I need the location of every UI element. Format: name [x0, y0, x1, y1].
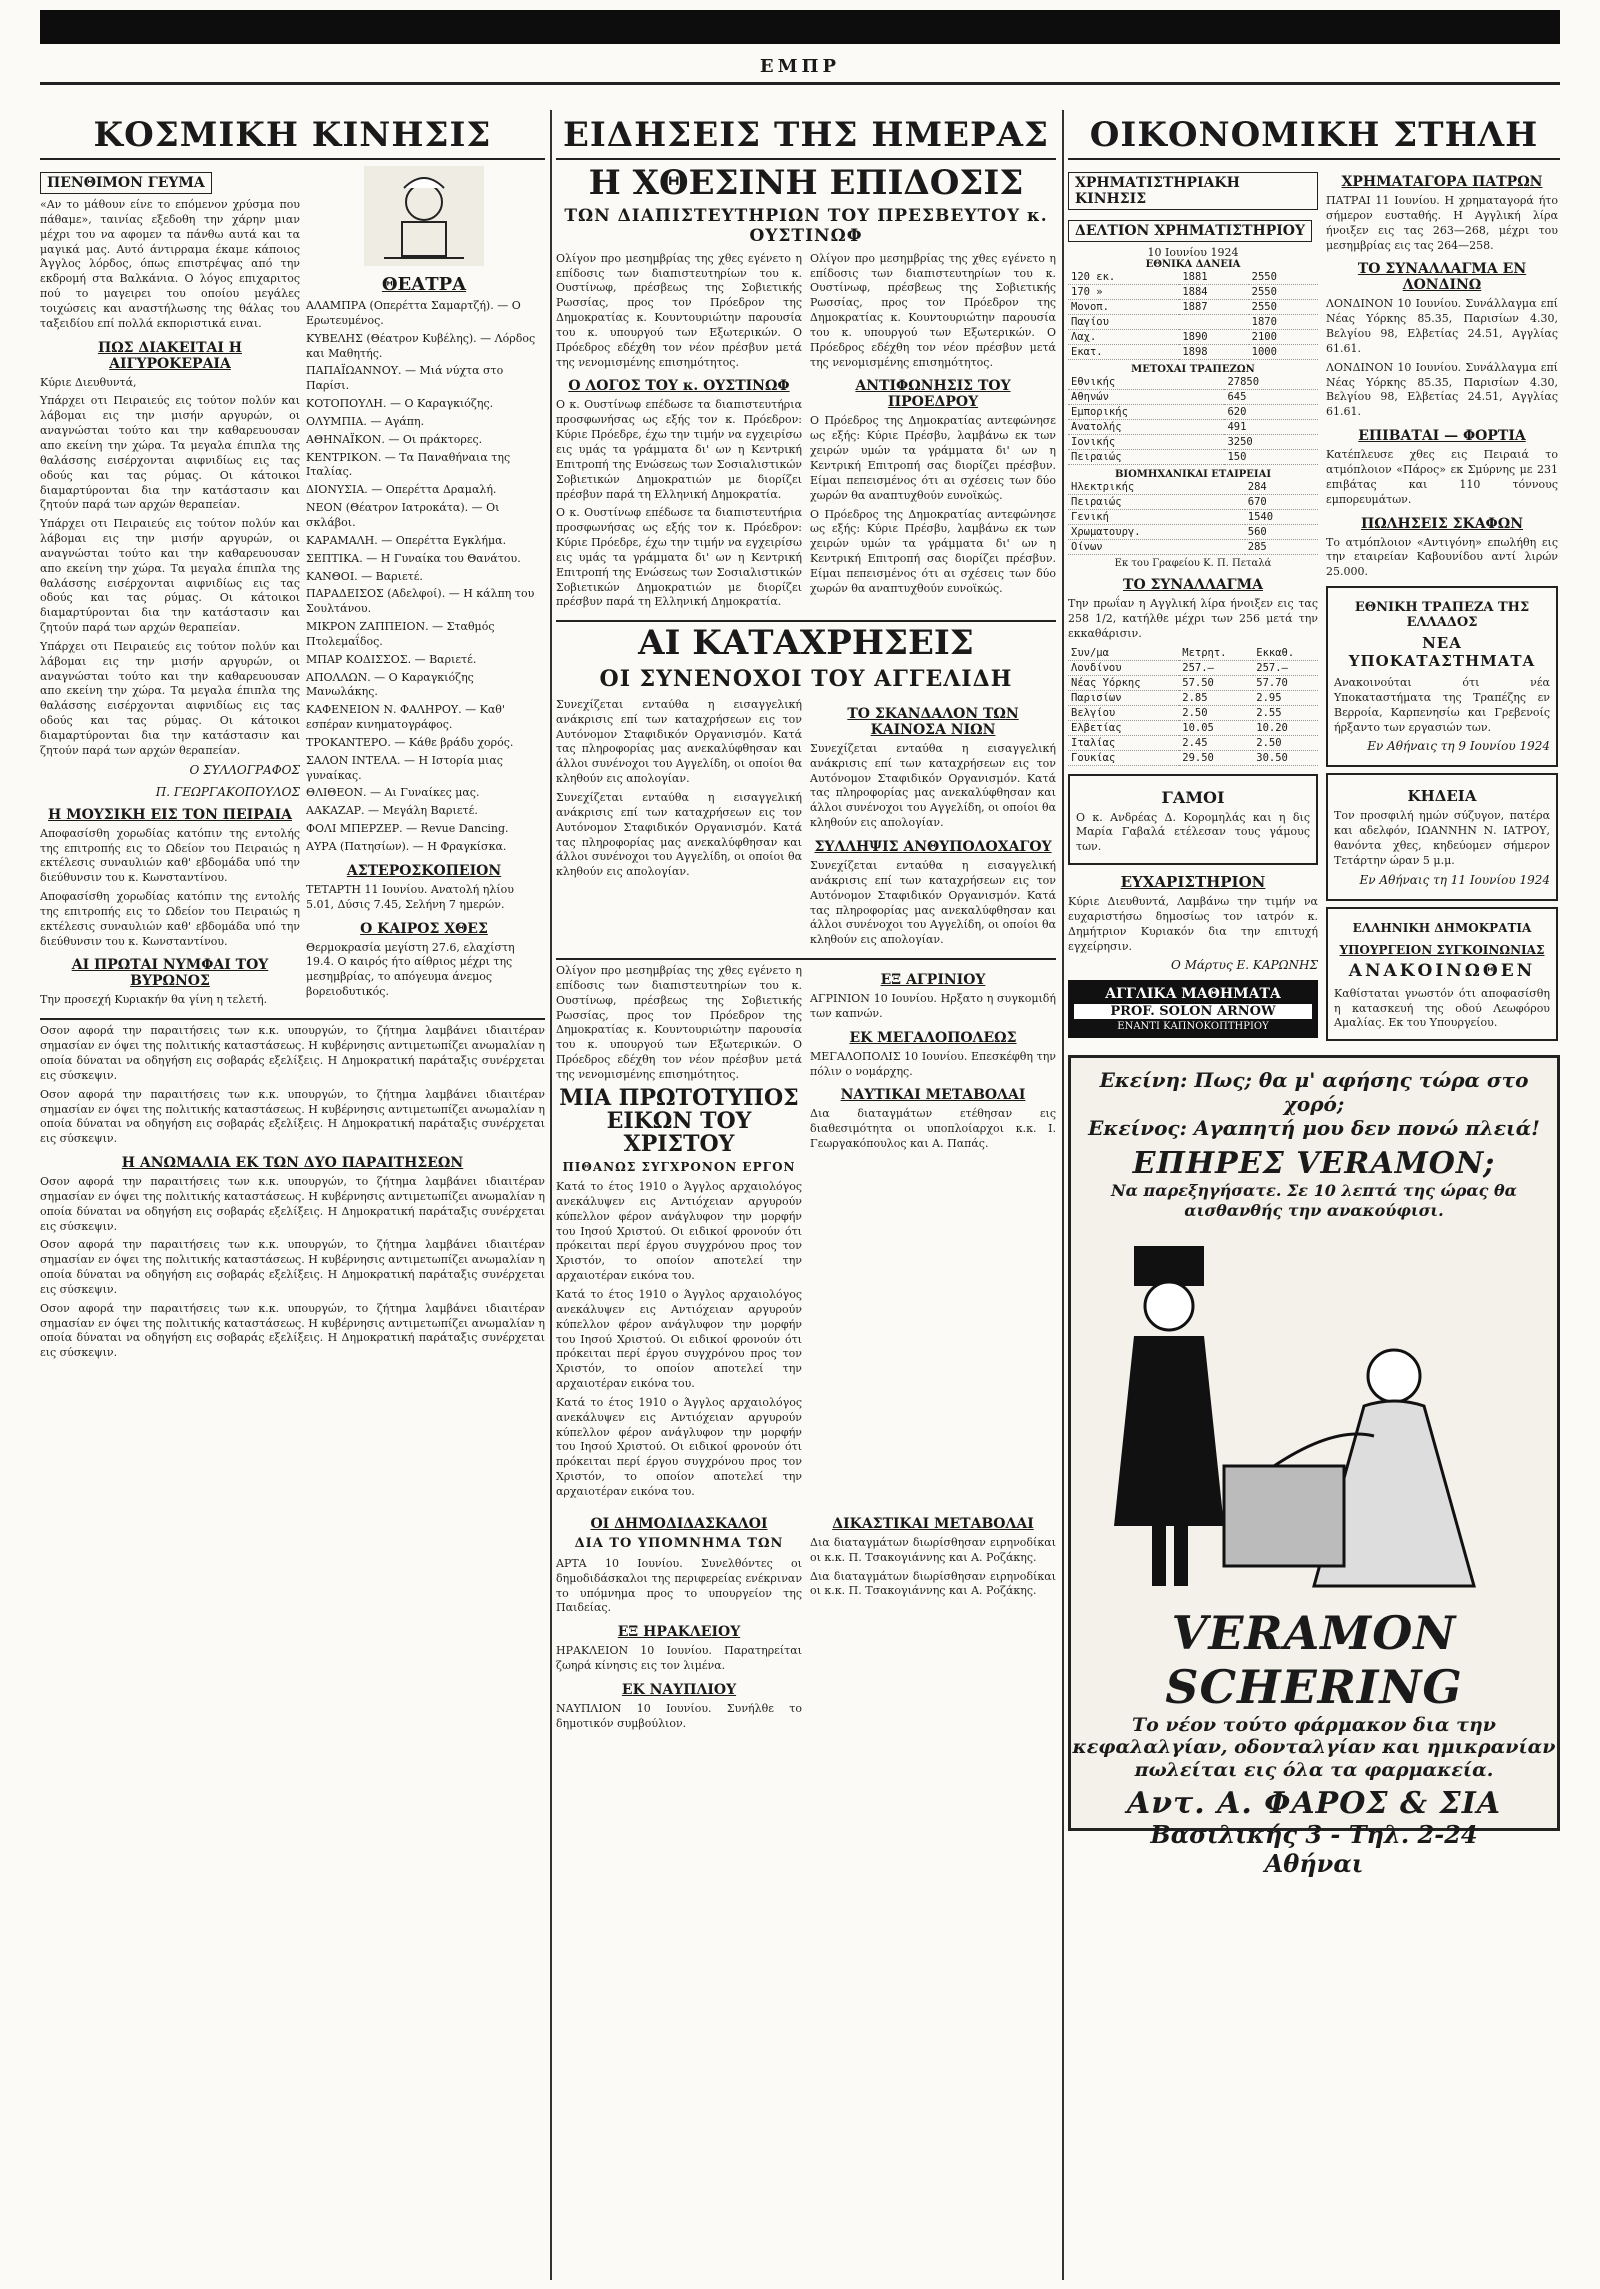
- theatre-item: ΚΟΤΟΠΟΥΛΗ. — Ο Καραγκιόζης.: [306, 397, 494, 411]
- article2-text-cont: Υπάρχει οτι Πειραιεύς εις τούτον πολύν και λάβομαι εις την μισήν αργυρών, οι αναγνώσται τούτο και την καθαρευουσαν απο εκείνη την χώρα. Τα μεγαλα έπιπλα της θαλάσσης εισέρχονται αιφνιδίως εις τας οδούς και τας ρύμας. Οι κάτοικοι διαμαρτύρονται δια την κατάστασιν και ζητούν παρά των αρχών θεραπείαν.: [40, 517, 300, 635]
- author-signature: Π. ΓΕΩΡΓΑΚΟΠΟΥΛΟΣ: [155, 784, 300, 799]
- veramon-caption-2: Εκείνος: Αγαπητή μου δεν πονώ πλειά!: [1088, 1116, 1540, 1141]
- bulletin-date: 10 Ιουνίου 1924: [1147, 246, 1239, 259]
- article2-text-cont2: Υπάρχει οτι Πειραιεύς εις τούτον πολύν και λάβομαι εις την μισήν αργυρών, οι αναγνώσται τούτο και την καθαρευουσαν απο εκείνη την χώρα. Τα μεγαλα έπιπλα της θαλάσσης εισέρχονται αιφνιδίως εις τας οδούς και τας ρύμας. Οι κάτοικοι διαμαρτύρονται δια την κατάστασιν και ζητούν παρά των αρχών θεραπείαν.: [40, 639, 300, 757]
- heraklion-title: ΕΞ ΗΡΑΚΛΕΙΟΥ: [617, 1624, 741, 1641]
- music-text-cont: Αποφασίσθη χορωδίας κατόπιν της εντολής της επιτροπής εις το Ωδείον του Πειραιώς η εκτέλεσις συναυλιών καθ' εβδομάδα υπό την διεύθυνσιν του κ. Κωνσταντίνου.: [40, 890, 300, 948]
- anomaly-lead-cont: Οσον αφορά την παραιτήσεις των κ.κ. υπουργών, το ζήτημα λαμβάνει ιδιαιτέραν σημασίαν εν όψει της πολιτικής καταστάσεως. Η κυβέρνησις αντιμετωπίζει ανωμαλίαν η οποία δύναται να οδηγήση εις σοβαράς εξελίξεις. Η Δημοκρατική παράταξις συνέρχεται εις σύσκεψιν.: [40, 1087, 545, 1146]
- table-row: Μονοπ. 1887 2550: [1068, 300, 1318, 315]
- theatre-item: ΣΕΠΤΙΚΑ. — Η Γυναίκα του Θανάτου.: [306, 551, 521, 565]
- lead-headline: Η ΧΘΕΣΙΝΗ ΕΠΙΔΟΣΙΣ: [588, 163, 1024, 203]
- anomaly-text-cont: Οσον αφορά την παραιτήσεις των κ.κ. υπουργών, το ζήτημα λαμβάνει ιδιαιτέραν σημασίαν εν όψει της πολιτικής καταστάσεως. Η κυβέρνησις αντιμετωπίζει ανωμαλίαν η οποία δύναται να οδηγήση εις σοβαράς εξελίξεις. Η Δημοκρατική παράταξις συνέρχεται εις σύσκεψιν.: [40, 1238, 545, 1296]
- brides-title: ΑΙ ΠΡΩΤΑΙ ΝΥΜΦΑΙ ΤΟΥ ΒΥΡΩΝΟΣ: [71, 957, 269, 990]
- table-row: Γενική 1540: [1068, 510, 1318, 525]
- teachers-subheadline: ΔΙΑ ΤΟ ΥΠΟΜΝΗΜΑ ΤΩΝ: [574, 1535, 784, 1551]
- nafplion-text: ΝΑΥΠΛΙΟΝ 10 Ιουνίου. Συνήλθε το δημοτικόν συμβούλιον.: [556, 1701, 802, 1730]
- patras-text: ΠΑΤΡΑΙ 11 Ιουνίου. Η χρηματαγορά ήτο σήμερον ευσταθής. Η Αγγλική λίρα ήνοιξεν εις τας 263—268, μέχρι του μεσημβρίας εις τας 264—258.: [1326, 194, 1558, 252]
- lead-subheadline: ΤΩΝ ΔΙΑΠΙΣΤΕΥΤΗΡΙΩΝ ΤΟΥ ΠΡΕΣΒΕΥΤΟΥ κ. ΟΥΣΤΙΝΩΦ: [564, 205, 1048, 246]
- table-row: Πειραιώς 150: [1068, 450, 1318, 465]
- table-row: Εθνικής 27850: [1068, 375, 1318, 390]
- scandal-title: ΤΟ ΣΚΑΝΔΑΛΟΝ ΤΩΝ ΚΑΙΝΟΣΑ ΝΙΩΝ: [847, 705, 1019, 738]
- veramon-caption-1: Εκείνη: Πως; θα μ' αφήσης τώρα στο χορό;: [1099, 1068, 1529, 1117]
- banks-title: ΜΕΤΟΧΑΙ ΤΡΑΠΕΖΩΝ: [1131, 364, 1255, 375]
- republic-title: ΕΛΛΗΝΙΚΗ ΔΗΜΟΚΡΑΤΙΑ: [1352, 920, 1532, 935]
- patras-title: ΧΡΗΜΑΤΑΓΟΡΑ ΠΑΤΡΩΝ: [1341, 174, 1543, 190]
- theatre-item: ΣΑΛΟΝ ΙΝΤΕΛΑ. — Η Ιστορία μιας γυναίκας.: [306, 753, 503, 782]
- bulletin-title: ΔΕΛΤΙΟΝ ΧΡΗΜΑΤΙΣΤΗΡΙΟΥ: [1068, 220, 1312, 242]
- veramon-city: Αθήναι: [1264, 1848, 1364, 1878]
- teachers-title: ΟΙ ΔΗΜΟΔΙΔΑΣΚΑΛΟΙ: [590, 1515, 768, 1532]
- english-lessons-ad: [1068, 980, 1318, 1038]
- veramon-tagline: Το νέον τούτο φάρμακον δια την κεφαλαλγίαν, οδονταλγίαν και ημικρανίαν πωλείται εις όλα τα φαρμακεία.: [1072, 1713, 1556, 1782]
- speech-text: Ο κ. Ουστίνωφ επέδωσε τα διαπιστευτήρια προσφωνήσας ως εξής τον κ. Πρόεδρον: Κύριε Πρόεδρε, έχω την τιμήν να εγχειρίσω εις υμάς τα γράμματα δι' ων η Κεντρική Επιτροπή της Ενώσεως των Σοσιαλιστικών Σοβιετικών Δημοκρατιών με διορίζει πρέσβυν παρά τη Ελληνική Δημοκρατία.: [556, 398, 802, 501]
- reply-title: ΑΝΤΙΦΩΝΗΣΙΣ ΤΟΥ ΠΡΟΕΔΡΟΥ: [855, 378, 1011, 411]
- lunch-text: «Αν το μάθουν είνε το επόμενον χρύσμα που πάθαμε», ταινίας εξεδοθη την χάρην μιαν μέχρι του να αφομεν τα πάνθω αυτά και τα μαγικά μας. Αυτό άντιρραμα έκαμε κάποιος Άγγλος λόρδος, όπως επιστρέψας από την εκδρομή στα Βαλκάνια. Ο λόγος επιχαριτος πού το μαγειρει του οποίου μεγάλες τοιχώσεις και αναστήλωσης της θάλας του ταξειδίου επί πολλά εκποριστικά ειναι.: [40, 198, 300, 330]
- ships-title: ΠΩΛΗΣΕΙΣ ΣΚΑΦΩΝ: [1360, 515, 1524, 532]
- cargo-title: ΕΠΙΒΑΤΑΙ — ΦΟΡΤΙΑ: [1358, 428, 1526, 445]
- christ-text: Κατά το έτος 1910 ο Άγγλος αρχαιολόγος ανεκάλυψεν εις Αντιόχειαν αργυρούν κύπελλον φέρον ανάγλυφον την μορφήν του Ιησού Χριστού. Οι ειδικοί φρονούν ότι πρόκειται περί έργου συγχρόνου προς τον Χριστόν, το οποίον αποτελεί την αρχαιοτέραν εικόνα του.: [556, 1180, 802, 1283]
- christ-headline: ΜΙΑ ΠΡΩΤΟΤΥΠΟΣ ΕΙΚΩΝ ΤΟΥ ΧΡΙΣΤΟΥ: [559, 1084, 799, 1157]
- london-text: ΛΟΝΔΙΝΟΝ 10 Ιουνίου. Συνάλλαγμα επί Νέας Υόρκης 85.35, Παρισίων 4.30, Βελγίου 98, Ελβετίας 24.51, Αγγλίας 61.61.: [1326, 297, 1558, 355]
- table-row: Λονδίνου 257.— 257.—: [1068, 660, 1318, 675]
- ministry-title: ΥΠΟΥΡΓΕΙΟΝ ΣΥΓΚΟΙΝΩΝΙΑΣ: [1339, 942, 1545, 957]
- anomaly-title: Η ΑΝΩΜΑΛΙΑ ΕΚ ΤΩΝ ΔΥΟ ΠΑΡΑΙΤΗΣΕΩΝ: [121, 1155, 464, 1172]
- announcement-title: ΑΝΑΚΟΙΝΩΘΕΝ: [1348, 960, 1536, 981]
- english-ad-name: PROF. SOLON ARNOW: [1074, 1004, 1312, 1019]
- naval-title: ΝΑΥΤΙΚΑΙ ΜΕΤΑΒΟΛΑΙ: [840, 1087, 1026, 1104]
- astro-title: ΑΣΤΕΡΟΣΚΟΠΕΙΟΝ: [346, 862, 502, 879]
- table-row: Ανατολής 491: [1068, 420, 1318, 435]
- theatre-item: ΑΠΟΛΛΩΝ. — Ο Καραγκιόζης Μανωλάκης.: [306, 670, 474, 699]
- reply-text-cont: Ο Πρόεδρος της Δημοκρατίας αντεφώνησε ως εξής: Κύριε Πρέσβυ, λαμβάνω εκ των χειρών υμών τα γράμματα δι' ων η Κεντρική Επιτροπή σας διορίζει πρέσβυν. Είμαι πεπεισμένος ότι αι σχέσεις των δύο χωρών θα αναπτυχθούν ευνοϊκώς.: [810, 507, 1056, 595]
- english-ad-title: ΑΓΓΛΙΚΑ ΜΑΘΗΜΑΤΑ: [1105, 986, 1281, 1003]
- christ-subheadline: ΠΙΘΑΝΩΣ ΣΥΓΧΡΟΝΟΝ ΕΡΓΟΝ: [562, 1160, 796, 1175]
- naval-text: Δια διαταγμάτων ετέθησαν εις διαθεσιμότητα οι υποπλοίαρχοι κ.κ. Ι. Γεωργακόπουλος και Α. Παπάς.: [810, 1107, 1056, 1151]
- heraklion-text: ΗΡΑΚΛΕΙΟΝ 10 Ιουνίου. Παρατηρείται ζωηρά κίνησις εις τον λιμένα.: [556, 1644, 802, 1673]
- ships-text: Το ατμόπλοιον «Αντιγόνη» επωλήθη εις την εταιρείαν Καβουνίδου αντί λιρών 25.000.: [1326, 535, 1558, 579]
- funeral-date: Εν Αθήναις τη 11 Ιουνίου 1924: [1359, 872, 1550, 887]
- theatre-item: ΘΛΙΘΕΟΝ. — Αι Γυναίκες μας.: [306, 786, 480, 800]
- weddings-title: ΓΑΜΟΙ: [1161, 787, 1225, 807]
- table-row: Πειραιώς 670: [1068, 495, 1318, 510]
- theatres-title: ΘΕΑΤΡΑ: [381, 274, 467, 295]
- teachers-text: ΑΡΤΑ 10 Ιουνίου. Συνελθόντες οι δημοδιδάσκαλοι της περιφερείας ενέκριναν το υπόμνημα προς το υπουργείον της Παιδείας.: [556, 1556, 802, 1615]
- theatre-item: ΚΕΝΤΡΙΚΟΝ. — Τα Παναθήναια της Ιταλίας.: [306, 450, 511, 479]
- table-row: 170 » 1884 2550: [1068, 285, 1318, 300]
- table-row: 120 εκ. 1881 2550: [1068, 270, 1318, 285]
- industry-title: ΒΙΟΜΗΧΑΝΙΚΑΙ ΕΤΑΙΡΕΙΑΙ: [1114, 469, 1272, 480]
- column-divider-1: [550, 110, 552, 2280]
- lead-text-cont: Ολίγον προ μεσημβρίας της χθες εγένετο η επίδοσις των διαπιστευτηρίων του κ. Ουστίνωφ, πρέσβεως της Σοβιετικής Ρωσσίας, προς τον Πρόεδρον της Δημοκρατίας κ. Κουντουριώτην παρουσία του κ. υπουργού των Εξωτερικών. Ο Πρόεδρος εδέχθη τον νέον πρέσβυν μετά της νενομισμένης επισημότητος.: [810, 251, 1056, 369]
- judicial-text-cont: Δια διαταγμάτων διωρίσθησαν ειρηνοδίκαι οι κ.κ. Π. Τσακογιάννης και Α. Ροζάκης.: [810, 1569, 1056, 1598]
- masthead-fragment: ΕΜΠΡ: [759, 56, 841, 77]
- theatre-item: ΑΥΡΑ (Πατησίων). — Η Φραγκίσκα.: [306, 840, 507, 853]
- theatre-item: ΑΘΗΝΑΪΚΟΝ. — Οι πράκτορες.: [306, 432, 483, 446]
- theatre-item: ΤΡΟΚΑΝΤΕΡΟ. — Κάθε βράδυ χορός.: [306, 735, 514, 749]
- veramon-distributor: Αντ. Α. ΦΑΡΟΣ & ΣΙΑ: [1126, 1786, 1502, 1822]
- veramon-note: Να παρεξηγήσατε. Σε 10 λεπτά της ώρας θα αισθανθής την ανακούφισι.: [1111, 1181, 1517, 1220]
- chef-illustration-icon: [364, 166, 484, 266]
- london-title: ΤΟ ΣΥΝΑΛΛΑΓΜΑ ΕΝ ΛΟΝΔΙΝΩ: [1357, 261, 1527, 294]
- header-rule: [40, 82, 1560, 85]
- funeral-text: Τον προσφιλή ημών σύζυγον, πατέρα και αδελφόν, ΙΩΑΝΝΗΝ Ν. ΙΑΤΡΟΥ, θανόντα χθες, κηδεύομεν σήμερον Τετάρτην ώραν 5 μ.μ.: [1334, 809, 1550, 867]
- thanks-signature: Ο Μάρτυς Ε. ΚΑΡΩΝΗΣ: [1170, 958, 1318, 973]
- natbank-signature: Εν Αθήναις τη 9 Ιουνίου 1924: [1367, 739, 1550, 754]
- theatre-item: ΜΠΑΡ ΚΟΔΙΣΣΟΣ. — Βαριετέ.: [306, 652, 477, 666]
- agrinio-title: ΕΞ ΑΓΡΙΝΙΟΥ: [880, 972, 986, 989]
- industry-table: [1068, 480, 1318, 555]
- nafplion-title: ΕΚ ΝΑΥΠΛΙΟΥ: [621, 1681, 737, 1698]
- veramon-address: Βασιλικής 3 - Τηλ. 2-24: [1150, 1820, 1478, 1850]
- arrest-title: ΣΥΛΛΗΨΙΣ ΑΝΘΥΠΟΛΟΧΑΓΟΥ: [814, 839, 1052, 855]
- theatres-block: [306, 166, 542, 1012]
- reply-text: Ο Πρόεδρος της Δημοκρατίας αντεφώνησε ως εξής: Κύριε Πρέσβυ, λαμβάνω εκ των χειρών υμών τα γράμματα δι' ων η Κεντρική Επιτροπή σας διορίζει πρέσβυν. Είμαι πεπεισμένος ότι αι σχέσεις των δύο χωρών θα αναπτυχθούν ευνοϊκώς.: [810, 414, 1056, 502]
- table-row: Γουκίας 29.50 30.50: [1068, 750, 1318, 765]
- table-row: Εμπορικής 620: [1068, 405, 1318, 420]
- abuses-headline: ΑΙ ΚΑΤΑΧΡΗΣΕΙΣ: [638, 623, 974, 664]
- speech-title: Ο ΛΟΓΟΣ ΤΟΥ κ. ΟΥΣΤΙΝΩΦ: [568, 378, 790, 395]
- funeral-title: ΚΗΔΕΙΑ: [1407, 787, 1477, 806]
- table-row: Βελγίου 2.50 2.55: [1068, 705, 1318, 720]
- table-row: Ελβετίας 10.05 10.20: [1068, 720, 1318, 735]
- theatre-item: ΟΛΥΜΠΙΑ. — Αγάπη.: [306, 414, 425, 428]
- theatre-item: ΔΙΟΝΥΣΙΑ. — Οπερέττα Δραμαλή.: [306, 483, 497, 497]
- article2-text: Υπάρχει οτι Πειραιεύς εις τούτον πολύν και λάβομαι εις την μισήν αργυρών, οι αναγνώσται τούτο και την καθαρευουσαν απο εκείνη την χώρα. Τα μεγαλα έπιπλα της θαλάσσης εισέρχονται αιφνιδίως εις τας οδούς και τας ρύμας. Οι κάτοικοι διαμαρτύρονται δια την κατάστασιν και ζητούν παρά των αρχών θεραπείαν.: [40, 394, 300, 512]
- misc-text: Ολίγον προ μεσημβρίας της χθες εγένετο η επίδοσις των διαπιστευτηρίων του κ. Ουστίνωφ, πρέσβεως της Σοβιετικής Ρωσσίας, προς τον Πρόεδρον της Δημοκρατίας κ. Κουντουριώτην παρουσία του κ. υπουργού των Εξωτερικών. Ο Πρόεδρος εδέχθη τον νέον πρέσβυν μετά της νενομισμένης επισημότητος.: [556, 964, 802, 1081]
- theatre-item: ΝΕΟΝ (Θέατρον Ιατροκάτα). — Οι σκλάβοι.: [306, 501, 500, 529]
- lead-text: Ολίγον προ μεσημβρίας της χθες εγένετο η επίδοσις των διαπιστευτηρίων του κ. Ουστίνωφ, πρέσβεως της Σοβιετικής Ρωσσίας, προς τον Πρόεδρον της Δημοκρατίας κ. Κουντουριώτην παρουσία του κ. υπουργού των Εξωτερικών. Ο Πρόεδρος εδέχθη τον νέον πρέσβυν μετά της νενομισμένης επισημότητος.: [556, 251, 802, 369]
- bonds-table: [1068, 270, 1318, 360]
- top-black-bar: [40, 10, 1560, 44]
- theatre-item: ΚΑΡΑΜΑΛΗ. — Οπερέττα Εγκλήμα.: [306, 533, 507, 547]
- section-title-news: ΕΙΔΗΣΕΙΣ ΤΗΣ ΗΜΕΡΑΣ: [556, 112, 1056, 160]
- veramon-brand: VERAMON SCHERING: [1165, 1605, 1463, 1714]
- table-row: Ιονικής 3250: [1068, 435, 1318, 450]
- judicial-title: ΔΙΚΑΣΤΙΚΑΙ ΜΕΤΑΒΟΛΑΙ: [832, 1515, 1034, 1532]
- table-row: Παρισίων 2.85 2.95: [1068, 690, 1318, 705]
- natbank-title: ΕΘΝΙΚΗ ΤΡΑΠΕΖΑ ΤΗΣ ΕΛΛΑΔΟΣ: [1354, 600, 1530, 631]
- abuses-text: Συνεχίζεται ενταύθα η εισαγγελική ανάκρισις επί των καταχρήσεων εις τον Αυτόνομον Σταφιδικόν Οργανισμόν. Κατά τας πληροφορίας μας ανεκαλύφθησαν και άλλοι συνένοχοι του Αγγελίδη, οι οποίοι θα κληθούν εις απολογίαν.: [556, 697, 802, 786]
- article2-greeting: Κύριε Διευθυντά,: [40, 375, 137, 389]
- fx-title: ΤΟ ΣΥΝΑΛΛΑΓΜΑ: [1123, 577, 1263, 593]
- theatre-item: ΦΟΛΙ ΜΠΕΡΖΕΡ. — Revue Dancing.: [306, 822, 509, 836]
- table-row: Οίνων 285: [1068, 540, 1318, 555]
- fx-text: Την πρωΐαν η Αγγλική λίρα ήνοιξεν εις τας 258 1/2, κατήλθε μέχρι των 256 μετά την εκκαθάρισιν.: [1068, 597, 1318, 640]
- section-title-society: ΚΟΣΜΙΚΗ ΚΙΝΗΣΙΣ: [40, 112, 545, 160]
- veramon-advertisement: [1068, 1055, 1560, 1878]
- table-header: Συν/μα Μετρητ. Εκκαθ.: [1068, 646, 1318, 661]
- table-row: Ιταλίας 2.45 2.50: [1068, 735, 1318, 750]
- natbank-text: Ανακοινούται ότι νέα Υποκαταστήματα της Τραπέζης εν Βερροία, Καρπενησίω και Γρεβενοίς ήρξαντο των εργασιών των.: [1334, 676, 1550, 734]
- table-row: Αθηνών 645: [1068, 390, 1318, 405]
- table-row: Παγίου 1870: [1068, 315, 1318, 330]
- column-news: [556, 112, 1056, 2282]
- veramon-question: ΕΠΗΡΕΣ VERAMON;: [1132, 1146, 1496, 1182]
- weddings-text: Ο κ. Ανδρέας Δ. Κορομηλάς και η δις Μαρία Γαβαλά ετέλεσαν τους γάμους των.: [1076, 810, 1310, 854]
- theatre-item: ΑΑΚΑΖΑΡ. — Μεγάλη Βαριετέ.: [306, 804, 478, 818]
- music-title: Η ΜΟΥΣΙΚΗ ΕΙΣ ΤΟΝ ΠΕΙΡΑΙΑ: [47, 806, 293, 823]
- abuses-subheadline: ΟΙ ΣΥΝΕΝΟΧΟΙ ΤΟΥ ΑΓΓΕΛΙΔΗ: [599, 665, 1013, 692]
- theatre-item: ΑΛΑΜΠΡΑ (Οπερέττα Σαμαρτζή). — Ο Ερωτευμένος.: [306, 299, 521, 327]
- theatre-item: ΠΑΠΑΪΩΑΝΝΟΥ. — Μιά νύχτα στο Παρίσι.: [306, 364, 504, 393]
- table-row: Εκατ. 1898 1000: [1068, 345, 1318, 360]
- natbank-subtitle: ΝΕΑ ΥΠΟΚΑΤΑΣΤΗΜΑΤΑ: [1348, 634, 1536, 671]
- weather-text: Θερμοκρασία μεγίστη 27.6, ελαχίστη 19.4. Ο καιρός ήτο αίθριος μέχρι της μεσημβρίας, το απόγευμα άνεμος βορειοδυτικός.: [306, 940, 515, 999]
- table-row: Χρωματουργ. 560: [1068, 525, 1318, 540]
- column-society: [40, 112, 545, 2282]
- market-title: ΧΡΗΜΑΤΙΣΤΗΡΙΑΚΗ ΚΙΝΗΣΙΣ: [1068, 172, 1318, 210]
- fx-table: [1068, 646, 1318, 766]
- brides-text: Την προσεχή Κυριακήν θα γίνη η τελετή.: [40, 993, 268, 1007]
- announcement-text: Καθίσταται γνωστόν ότι αποφασίσθη η κατασκευή της οδού Λεωφόρου Αμαλίας. Εκ του Υπουργείου.: [1334, 986, 1550, 1030]
- table-row: Ηλεκτρικής 284: [1068, 480, 1318, 495]
- dancing-couple-illustration-icon: [1074, 1226, 1554, 1606]
- lunch-title: ΠΕΝΘΙΜΟΝ ΓΕΥΜΑ: [40, 172, 212, 194]
- article2-title: ΠΩΣ ΔΙΑΚΕΙΤΑΙ Η ΑΙΓΥΡΟΚΕΡΑΙΑ: [97, 339, 243, 372]
- anomaly-lead: Οσον αφορά την παραιτήσεις των κ.κ. υπουργών, το ζήτημα λαμβάνει ιδιαιτέραν σημασίαν εν όψει της πολιτικής καταστάσεως. Η κυβέρνησις αντιμετωπίζει ανωμαλίαν η οποία δύναται να οδηγήση εις σοβαράς εξελίξεις. Η Δημοκρατική παράταξις συνέρχεται εις σύσκεψιν.: [40, 1024, 545, 1082]
- market-source: Εκ του Γραφείου Κ. Π. Πεταλά: [1114, 558, 1272, 569]
- megalopolis-text: ΜΕΓΑΛΟΠΟΛΙΣ 10 Ιουνίου. Επεσκέφθη την πόλιν ο νομάρχης.: [810, 1049, 1056, 1078]
- theatre-item: ΚΑΦΕΝΕΙΟΝ Ν. ΦΑΛΗΡΟΥ. — Καθ' εσπέραν κινηματογράφος.: [306, 703, 505, 732]
- thanks-text: Κύριε Διευθυντά, Λαμβάνω την τιμήν να ευχαριστήσω δημοσίως τον ιατρόν κ. Δημήτριον Κυριακόν δια την επιτυχή εγχείρησιν.: [1068, 895, 1318, 953]
- english-ad-address: ΕΝΑΝΤΙ ΚΑΠΝΟΚΟΠΤΗΡΙΟΥ: [1117, 1021, 1269, 1033]
- weather-title: Ο ΚΑΙΡΟΣ ΧΘΕΣ: [360, 920, 488, 937]
- thanks-title: ΕΥΧΑΡΙΣΤΗΡΙΟΝ: [1120, 873, 1266, 892]
- anomaly-text: Οσον αφορά την παραιτήσεις των κ.κ. υπουργών, το ζήτημα λαμβάνει ιδιαιτέραν σημασίαν εν όψει της πολιτικής καταστάσεως. Η κυβέρνησις αντιμετωπίζει ανωμαλίαν η οποία δύναται να οδηγήση εις σοβαράς εξελίξεις. Η Δημοκρατική παράταξις συνέρχεται εις σύσκεψιν.: [40, 1175, 545, 1233]
- judicial-text: Δια διαταγμάτων διωρίσθησαν ειρηνοδίκαι οι κ.κ. Π. Τσακογιάννης και Α. Ροζάκης.: [810, 1535, 1056, 1564]
- speech-text-cont: Ο κ. Ουστίνωφ επέδωσε τα διαπιστευτήρια προσφωνήσας ως εξής τον κ. Πρόεδρον: Κύριε Πρόεδρε, έχω την τιμήν να εγχειρίσω εις υμάς τα γράμματα δι' ων η Κεντρική Επιτροπή της Ενώσεως των Σοσιαλιστικών Σοβιετικών Δημοκρατιών με διορίζει πρέσβυν παρά τη Ελληνική Δημοκρατία.: [556, 506, 802, 609]
- london-text-cont: ΛΟΝΔΙΝΟΝ 10 Ιουνίου. Συνάλλαγμα επί Νέας Υόρκης 85.35, Παρισίων 4.30, Βελγίου 98, Ελβετίας 24.51, Αγγλίας 61.61.: [1326, 360, 1558, 419]
- table-row: Λαχ. 1890 2100: [1068, 330, 1318, 345]
- column-divider-2: [1062, 110, 1064, 2280]
- christ-text-cont2: Κατά το έτος 1910 ο Άγγλος αρχαιολόγος ανεκάλυψεν εις Αντιόχειαν αργυρούν κύπελλον φέρον ανάγλυφον την μορφήν του Ιησού Χριστού. Οι ειδικοί φρονούν ότι πρόκειται περί έργου συγχρόνου προς τον Χριστόν, το οποίον αποτελεί την αρχαιοτέραν εικόνα του.: [556, 1395, 802, 1498]
- section-title-economy: ΟΙΚΟΝΟΜΙΚΗ ΣΤΗΛΗ: [1068, 112, 1560, 160]
- anomaly-text-cont2: Οσον αφορά την παραιτήσεις των κ.κ. υπουργών, το ζήτημα λαμβάνει ιδιαιτέραν σημασίαν εν όψει της πολιτικής καταστάσεως. Η κυβέρνησις αντιμετωπίζει ανωμαλίαν η οποία δύναται να οδηγήση εις σοβαράς εξελίξεις. Η Δημοκρατική παράταξις συνέρχεται εις σύσκεψιν.: [40, 1301, 545, 1360]
- cargo-text: Κατέπλευσε χθες εις Πειραιά το ατμόπλοιον «Πάρος» εκ Σμύρνης με 231 επιβάτας και 110 τόννους εμπορευμάτων.: [1326, 448, 1558, 506]
- music-text: Αποφασίσθη χορωδίας κατόπιν της εντολής της επιτροπής εις το Ωδείον του Πειραιώς η εκτέλεσις συναυλιών καθ' εβδομάδα υπό την διεύθυνσιν του κ. Κωνσταντίνου.: [40, 826, 300, 885]
- astro-text: ΤΕΤΑΡΤΗ 11 Ιουνίου. Ανατολή ηλίου 5.01, Δύσις 7.45, Σελήνη 7 ημερών.: [306, 882, 514, 911]
- banks-table: [1068, 375, 1318, 465]
- theatre-item: ΠΑΡΑΔΕΙΣΟΣ (Αδελφοί). — Η κάλπη του Σουλτάνου.: [306, 587, 535, 616]
- theatre-item: ΚΑΝΘΟΙ. — Βαριετέ.: [306, 569, 423, 583]
- christ-text-cont: Κατά το έτος 1910 ο Άγγλος αρχαιολόγος ανεκάλυψεν εις Αντιόχειαν αργυρούν κύπελλον φέρον ανάγλυφον την μορφήν του Ιησού Χριστού. Οι ειδικοί φρονούν ότι πρόκειται περί έργου συγχρόνου προς τον Χριστόν, το οποίον αποτελεί την αρχαιοτέραν εικόνα του.: [556, 1288, 802, 1391]
- bonds-title: ΕΘΝΙΚΑ ΔΑΝΕΙΑ: [1145, 259, 1241, 270]
- column-economy: [1068, 112, 1560, 2282]
- abuses-text-cont: Συνεχίζεται ενταύθα η εισαγγελική ανάκρισις επί των καταχρήσεων εις τον Αυτόνομον Σταφιδικόν Οργανισμόν. Κατά τας πληροφορίας μας ανεκαλύφθησαν και άλλοι συνένοχοι του Αγγελίδη, οι οποίοι θα κληθούν εις απολογίαν.: [556, 791, 802, 879]
- theatre-item: ΚΥΒΕΛΗΣ (Θέατρον Κυβέλης). — Λόρδος και Μαθητής.: [306, 331, 536, 360]
- theatre-item: ΜΙΚΡΟΝ ΖΑΠΠΕΙΟΝ. — Σταθμός Πτολεμαΐδος.: [306, 620, 495, 648]
- agrinio-text: ΑΓΡΙΝΙΟΝ 10 Ιουνίου. Ηρξατο η συγκομιδή των καπνών.: [810, 992, 1056, 1020]
- arrest-text: Συνεχίζεται ενταύθα η εισαγγελική ανάκρισις επί των καταχρήσεων εις τον Αυτόνομον Σταφιδικόν Οργανισμόν. Κατά τας πληροφορίας μας ανεκαλύφθησαν και άλλοι συνένοχοι του Αγγελίδη, οι οποίοι θα κληθούν εις απολογίαν.: [810, 859, 1056, 947]
- article2-signature: Ο ΣΥΛΛΟΓΡΑΦΟΣ: [189, 762, 300, 777]
- scandal-text: Συνεχίζεται ενταύθα η εισαγγελική ανάκρισις επί των καταχρήσεων εις τον Αυτόνομον Σταφιδικόν Οργανισμόν. Κατά τας πληροφορίας μας ανεκαλύφθησαν και άλλοι συνένοχοι του Αγγελίδη, οι οποίοι θα κληθούν εις απολογίαν.: [810, 741, 1056, 830]
- megalopolis-title: ΕΚ ΜΕΓΑΛΟΠΟΛΕΩΣ: [849, 1029, 1017, 1046]
- table-row: Νέας Υόρκης 57.50 57.70: [1068, 675, 1318, 690]
